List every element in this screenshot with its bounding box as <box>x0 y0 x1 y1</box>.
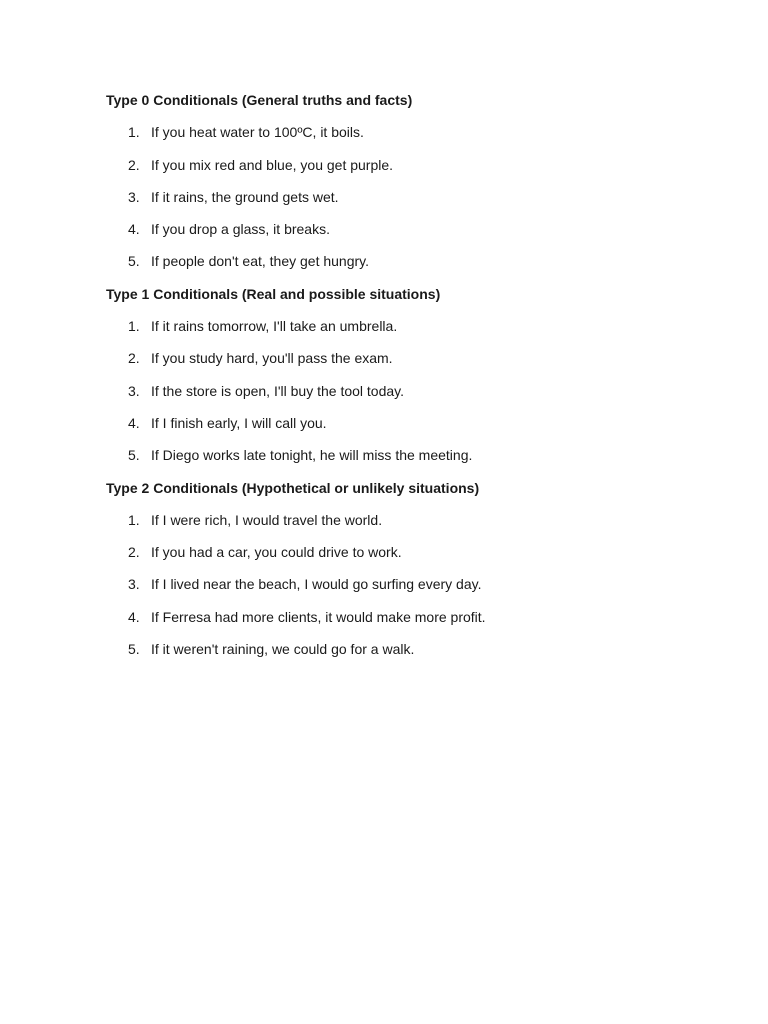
list-item <box>106 542 666 562</box>
list-number: 3. <box>128 576 140 593</box>
list-number: 4. <box>128 608 140 625</box>
list-text: If it rains tomorrow, I'll take an umbrella. <box>151 318 398 335</box>
list-number: 1. <box>128 124 140 141</box>
list-text: If it rains, the ground gets wet. <box>151 188 339 205</box>
list-text: If I lived near the beach, I would go surfing every day. <box>151 576 482 593</box>
list-text: If you heat water to 100ºC, it boils. <box>151 124 364 141</box>
list-number: 5. <box>128 641 140 658</box>
list-item <box>106 445 666 465</box>
document-content <box>106 90 666 671</box>
list-item <box>106 251 666 271</box>
list-item <box>106 413 666 433</box>
list-text: If you mix red and blue, you get purple. <box>151 156 394 173</box>
list-type-0 <box>106 122 666 271</box>
list-text: If Diego works late tonight, he will miss the meeting. <box>151 447 473 464</box>
list-item <box>106 122 666 142</box>
list-text: If I were rich, I would travel the world. <box>151 511 383 528</box>
list-text: If I finish early, I will call you. <box>151 414 327 431</box>
list-type-1 <box>106 316 666 465</box>
list-item <box>106 348 666 368</box>
list-number: 2. <box>128 350 140 367</box>
list-item <box>106 639 666 659</box>
list-item <box>106 155 666 175</box>
list-number: 5. <box>128 447 140 464</box>
list-text: If you drop a glass, it breaks. <box>151 221 330 238</box>
list-item <box>106 510 666 530</box>
list-number: 4. <box>128 414 140 431</box>
list-number: 1. <box>128 318 140 335</box>
list-item <box>106 316 666 336</box>
section-heading-type-1: Type 1 Conditionals (Real and possible situations) <box>106 285 441 302</box>
section-heading-type-2: Type 2 Conditionals (Hypothetical or unlikely situations) <box>106 479 480 496</box>
list-item <box>106 219 666 239</box>
list-text: If you had a car, you could drive to work. <box>151 544 402 561</box>
list-text: If you study hard, you'll pass the exam. <box>151 350 393 367</box>
list-number: 4. <box>128 221 140 238</box>
section-heading-type-0: Type 0 Conditionals (General truths and facts) <box>106 92 413 108</box>
list-item <box>106 607 666 627</box>
list-text: If the store is open, I'll buy the tool today. <box>151 382 405 399</box>
list-number: 5. <box>128 253 140 270</box>
list-number: 3. <box>128 188 140 205</box>
list-number: 3. <box>128 382 140 399</box>
list-text: If people don't eat, they get hungry. <box>151 253 370 270</box>
list-type-2 <box>106 510 666 659</box>
list-text: If it weren't raining, we could go for a walk. <box>151 641 415 658</box>
list-item <box>106 574 666 594</box>
list-text: If Ferresa had more clients, it would make more profit. <box>151 608 486 625</box>
list-item <box>106 381 666 401</box>
list-number: 1. <box>128 511 140 528</box>
list-item <box>106 187 666 207</box>
list-number: 2. <box>128 544 140 561</box>
list-number: 2. <box>128 156 140 173</box>
